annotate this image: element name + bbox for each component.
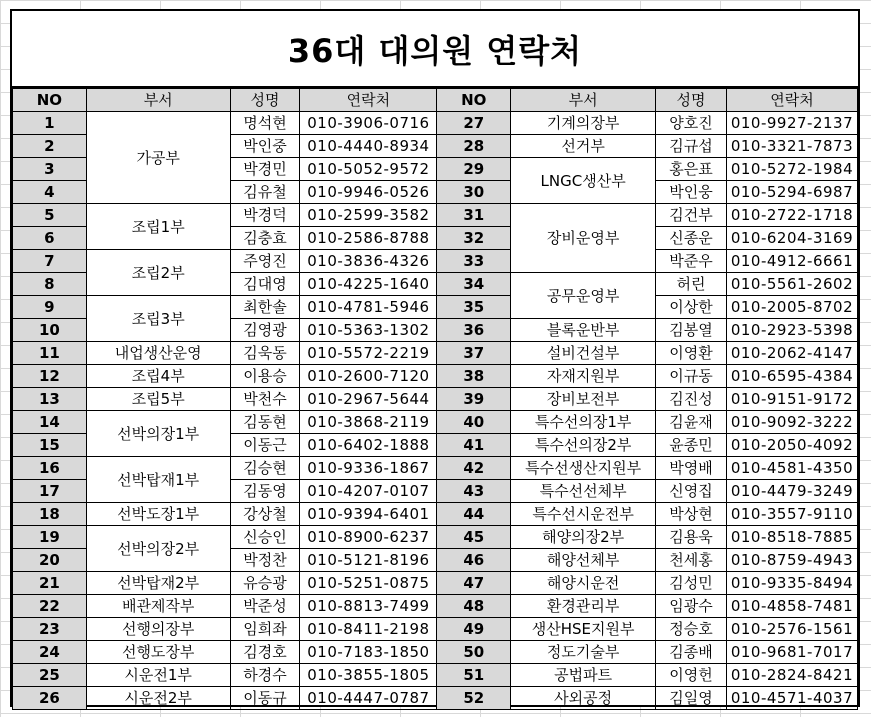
department-cell: 가공부 xyxy=(86,112,230,204)
phone-number: 010-4225-1640 xyxy=(300,273,437,296)
table-row xyxy=(13,365,858,388)
row-number: 19 xyxy=(13,526,87,549)
phone-number: 010-5561-2602 xyxy=(726,273,857,296)
member-name: 임광수 xyxy=(656,595,727,618)
row-number: 34 xyxy=(437,273,511,296)
member-name: 김진성 xyxy=(656,388,727,411)
department-cell: 선행의장부 xyxy=(86,618,230,641)
member-name: 김욱동 xyxy=(230,342,300,365)
department-cell: 설비건설부 xyxy=(511,342,656,365)
department-cell: 조립5부 xyxy=(86,388,230,411)
phone-number: 010-2923-5398 xyxy=(726,319,857,342)
phone-number: 010-8813-7499 xyxy=(300,595,437,618)
row-number: 9 xyxy=(13,296,87,319)
phone-number: 010-8411-2198 xyxy=(300,618,437,641)
row-number: 4 xyxy=(13,181,87,204)
member-name: 양호진 xyxy=(656,112,727,135)
member-name: 김종배 xyxy=(656,641,727,664)
table-row xyxy=(13,618,858,641)
member-name: 박경덕 xyxy=(230,204,300,227)
row-number: 25 xyxy=(13,664,87,687)
member-name: 김경호 xyxy=(230,641,300,664)
row-number: 22 xyxy=(13,595,87,618)
phone-number: 010-4479-3249 xyxy=(726,480,857,503)
department-cell: 배관제작부 xyxy=(86,595,230,618)
phone-number: 010-5363-1302 xyxy=(300,319,437,342)
row-number: 18 xyxy=(13,503,87,526)
row-number: 8 xyxy=(13,273,87,296)
row-number: 35 xyxy=(437,296,511,319)
member-name: 주영진 xyxy=(230,250,300,273)
department-cell: 선행도장부 xyxy=(86,641,230,664)
member-name: 김영광 xyxy=(230,319,300,342)
phone-number: 010-5294-6987 xyxy=(726,181,857,204)
phone-number: 010-9946-0526 xyxy=(300,181,437,204)
phone-number: 010-4781-5946 xyxy=(300,296,437,319)
phone-number: 010-3868-2119 xyxy=(300,411,437,434)
row-number: 31 xyxy=(437,204,511,227)
department-cell: 선거부 xyxy=(511,135,656,158)
phone-number: 010-2967-5644 xyxy=(300,388,437,411)
member-name: 김윤재 xyxy=(656,411,727,434)
member-name: 박인웅 xyxy=(656,181,727,204)
table-row xyxy=(13,342,858,365)
row-number: 47 xyxy=(437,572,511,595)
member-name: 박영배 xyxy=(656,457,727,480)
department-cell: 내업생산운영 xyxy=(86,342,230,365)
row-number: 26 xyxy=(13,687,87,710)
member-name: 이동근 xyxy=(230,434,300,457)
member-name: 이영환 xyxy=(656,342,727,365)
table-row xyxy=(13,595,858,618)
member-name: 박인중 xyxy=(230,135,300,158)
department-cell: 선박탑재1부 xyxy=(86,457,230,503)
phone-number: 010-8518-7885 xyxy=(726,526,857,549)
member-name: 이영헌 xyxy=(656,664,727,687)
member-name: 박준우 xyxy=(656,250,727,273)
member-name: 정승호 xyxy=(656,618,727,641)
phone-number: 010-4447-0787 xyxy=(300,687,437,710)
phone-number: 010-2062-4147 xyxy=(726,342,857,365)
member-name: 홍은표 xyxy=(656,158,727,181)
header-no-left: NO xyxy=(13,89,87,112)
row-number: 1 xyxy=(13,112,87,135)
member-name: 김유철 xyxy=(230,181,300,204)
row-number: 17 xyxy=(13,480,87,503)
row-number: 49 xyxy=(437,618,511,641)
member-name: 이규동 xyxy=(656,365,727,388)
department-cell: 조립2부 xyxy=(86,250,230,296)
department-cell: 기계의장부 xyxy=(511,112,656,135)
member-name: 천세홍 xyxy=(656,549,727,572)
table-row xyxy=(13,641,858,664)
department-cell: 조립1부 xyxy=(86,204,230,250)
row-number: 29 xyxy=(437,158,511,181)
phone-number: 010-9394-6401 xyxy=(300,503,437,526)
table-row xyxy=(13,526,858,549)
phone-number: 010-7183-1850 xyxy=(300,641,437,664)
phone-number: 010-3321-7873 xyxy=(726,135,857,158)
phone-number: 010-9335-8494 xyxy=(726,572,857,595)
department-cell: 선박의장2부 xyxy=(86,526,230,572)
member-name: 이동규 xyxy=(230,687,300,710)
page-title: 36대 대의원 연락처 xyxy=(12,11,858,88)
phone-number: 010-9681-7017 xyxy=(726,641,857,664)
phone-number: 010-9092-3222 xyxy=(726,411,857,434)
row-number: 48 xyxy=(437,595,511,618)
phone-number: 010-4858-7481 xyxy=(726,595,857,618)
member-name: 박상현 xyxy=(656,503,727,526)
member-name: 김성민 xyxy=(656,572,727,595)
member-name: 김봉열 xyxy=(656,319,727,342)
row-number: 27 xyxy=(437,112,511,135)
department-cell: 해양의장2부 xyxy=(511,526,656,549)
row-number: 13 xyxy=(13,388,87,411)
member-name: 윤종민 xyxy=(656,434,727,457)
header-name-right: 성명 xyxy=(656,89,727,112)
department-cell: 사외공정 xyxy=(511,687,656,710)
member-name: 김건부 xyxy=(656,204,727,227)
row-number: 24 xyxy=(13,641,87,664)
table-row xyxy=(13,687,858,710)
department-cell: 공법파트 xyxy=(511,664,656,687)
row-number: 36 xyxy=(437,319,511,342)
phone-number: 010-2050-4092 xyxy=(726,434,857,457)
department-cell: 블록운반부 xyxy=(511,319,656,342)
row-number: 7 xyxy=(13,250,87,273)
member-name: 이용승 xyxy=(230,365,300,388)
row-number: 37 xyxy=(437,342,511,365)
phone-number: 010-4571-4037 xyxy=(726,687,857,710)
member-name: 김일영 xyxy=(656,687,727,710)
phone-number: 010-3836-4326 xyxy=(300,250,437,273)
member-name: 박경민 xyxy=(230,158,300,181)
department-cell: LNGC생산부 xyxy=(511,158,656,204)
row-number: 52 xyxy=(437,687,511,710)
row-number: 30 xyxy=(437,181,511,204)
department-cell: 특수선의장1부 xyxy=(511,411,656,434)
department-cell: 장비운영부 xyxy=(511,204,656,273)
header-phone-right: 연락처 xyxy=(726,89,857,112)
header-row xyxy=(13,89,858,112)
member-name: 김충효 xyxy=(230,227,300,250)
phone-number: 010-9336-1867 xyxy=(300,457,437,480)
row-number: 32 xyxy=(437,227,511,250)
member-name: 유승광 xyxy=(230,572,300,595)
row-number: 50 xyxy=(437,641,511,664)
phone-number: 010-6402-1888 xyxy=(300,434,437,457)
phone-number: 010-6204-3169 xyxy=(726,227,857,250)
row-number: 45 xyxy=(437,526,511,549)
member-name: 신종운 xyxy=(656,227,727,250)
table-row xyxy=(13,664,858,687)
row-number: 39 xyxy=(437,388,511,411)
member-name: 박준성 xyxy=(230,595,300,618)
phone-number: 010-6595-4384 xyxy=(726,365,857,388)
header-dept-right: 부서 xyxy=(511,89,656,112)
phone-number: 010-2824-8421 xyxy=(726,664,857,687)
department-cell: 정도기술부 xyxy=(511,641,656,664)
row-number: 44 xyxy=(437,503,511,526)
table-row xyxy=(13,204,858,227)
table-row xyxy=(13,503,858,526)
phone-number: 010-3906-0716 xyxy=(300,112,437,135)
member-name: 박정찬 xyxy=(230,549,300,572)
phone-number: 010-4581-4350 xyxy=(726,457,857,480)
phone-number: 010-2599-3582 xyxy=(300,204,437,227)
row-number: 3 xyxy=(13,158,87,181)
phone-number: 010-2722-1718 xyxy=(726,204,857,227)
phone-number: 010-5251-0875 xyxy=(300,572,437,595)
department-cell: 특수선생산지원부 xyxy=(511,457,656,480)
department-cell: 장비보전부 xyxy=(511,388,656,411)
phone-number: 010-3855-1805 xyxy=(300,664,437,687)
row-number: 43 xyxy=(437,480,511,503)
row-number: 15 xyxy=(13,434,87,457)
header-no-right: NO xyxy=(437,89,511,112)
row-number: 21 xyxy=(13,572,87,595)
member-name: 김대영 xyxy=(230,273,300,296)
phone-number: 010-8759-4943 xyxy=(726,549,857,572)
department-cell: 생산HSE지원부 xyxy=(511,618,656,641)
row-number: 33 xyxy=(437,250,511,273)
member-name: 이상한 xyxy=(656,296,727,319)
department-cell: 특수선선체부 xyxy=(511,480,656,503)
row-number: 28 xyxy=(437,135,511,158)
department-cell: 선박탑재2부 xyxy=(86,572,230,595)
phone-number: 010-5052-9572 xyxy=(300,158,437,181)
row-number: 2 xyxy=(13,135,87,158)
member-name: 김동영 xyxy=(230,480,300,503)
member-name: 김용욱 xyxy=(656,526,727,549)
header-name-left: 성명 xyxy=(230,89,300,112)
member-name: 강상철 xyxy=(230,503,300,526)
phone-number: 010-3557-9110 xyxy=(726,503,857,526)
table-row xyxy=(13,112,858,135)
table-row xyxy=(13,457,858,480)
member-name: 박천수 xyxy=(230,388,300,411)
phone-number: 010-8900-6237 xyxy=(300,526,437,549)
table-row xyxy=(13,250,858,273)
row-number: 16 xyxy=(13,457,87,480)
department-cell: 자재지원부 xyxy=(511,365,656,388)
table-row xyxy=(13,572,858,595)
contact-sheet xyxy=(10,9,860,707)
header-phone-left: 연락처 xyxy=(300,89,437,112)
row-number: 20 xyxy=(13,549,87,572)
row-number: 38 xyxy=(437,365,511,388)
department-cell: 선박도장1부 xyxy=(86,503,230,526)
table-row xyxy=(13,411,858,434)
row-number: 14 xyxy=(13,411,87,434)
phone-number: 010-2005-8702 xyxy=(726,296,857,319)
department-cell: 특수선시운전부 xyxy=(511,503,656,526)
department-cell: 조립3부 xyxy=(86,296,230,342)
member-name: 임희좌 xyxy=(230,618,300,641)
row-number: 11 xyxy=(13,342,87,365)
row-number: 40 xyxy=(437,411,511,434)
table-row xyxy=(13,296,858,319)
phone-number: 010-9927-2137 xyxy=(726,112,857,135)
row-number: 42 xyxy=(437,457,511,480)
department-cell: 환경관리부 xyxy=(511,595,656,618)
member-name: 신영집 xyxy=(656,480,727,503)
row-number: 46 xyxy=(437,549,511,572)
phone-number: 010-9151-9172 xyxy=(726,388,857,411)
member-name: 신승인 xyxy=(230,526,300,549)
department-cell: 조립4부 xyxy=(86,365,230,388)
row-number: 51 xyxy=(437,664,511,687)
member-name: 최한솔 xyxy=(230,296,300,319)
header-dept-left: 부서 xyxy=(86,89,230,112)
phone-number: 010-2576-1561 xyxy=(726,618,857,641)
department-cell: 해양선체부 xyxy=(511,549,656,572)
phone-number: 010-5272-1984 xyxy=(726,158,857,181)
member-name: 명석현 xyxy=(230,112,300,135)
table-row xyxy=(13,388,858,411)
phone-number: 010-2586-8788 xyxy=(300,227,437,250)
row-number: 23 xyxy=(13,618,87,641)
department-cell: 해양시운전 xyxy=(511,572,656,595)
member-name: 김승현 xyxy=(230,457,300,480)
member-name: 김동현 xyxy=(230,411,300,434)
row-number: 10 xyxy=(13,319,87,342)
phone-number: 010-5121-8196 xyxy=(300,549,437,572)
member-name: 김규섭 xyxy=(656,135,727,158)
department-cell: 공무운영부 xyxy=(511,273,656,319)
department-cell: 선박의장1부 xyxy=(86,411,230,457)
phone-number: 010-2600-7120 xyxy=(300,365,437,388)
row-number: 6 xyxy=(13,227,87,250)
row-number: 5 xyxy=(13,204,87,227)
member-name: 하경수 xyxy=(230,664,300,687)
department-cell: 시운전1부 xyxy=(86,664,230,687)
contact-table xyxy=(12,88,858,710)
phone-number: 010-4912-6661 xyxy=(726,250,857,273)
phone-number: 010-5572-2219 xyxy=(300,342,437,365)
row-number: 41 xyxy=(437,434,511,457)
row-number: 12 xyxy=(13,365,87,388)
phone-number: 010-4440-8934 xyxy=(300,135,437,158)
department-cell: 시운전2부 xyxy=(86,687,230,710)
department-cell: 특수선의장2부 xyxy=(511,434,656,457)
member-name: 허린 xyxy=(656,273,727,296)
phone-number: 010-4207-0107 xyxy=(300,480,437,503)
